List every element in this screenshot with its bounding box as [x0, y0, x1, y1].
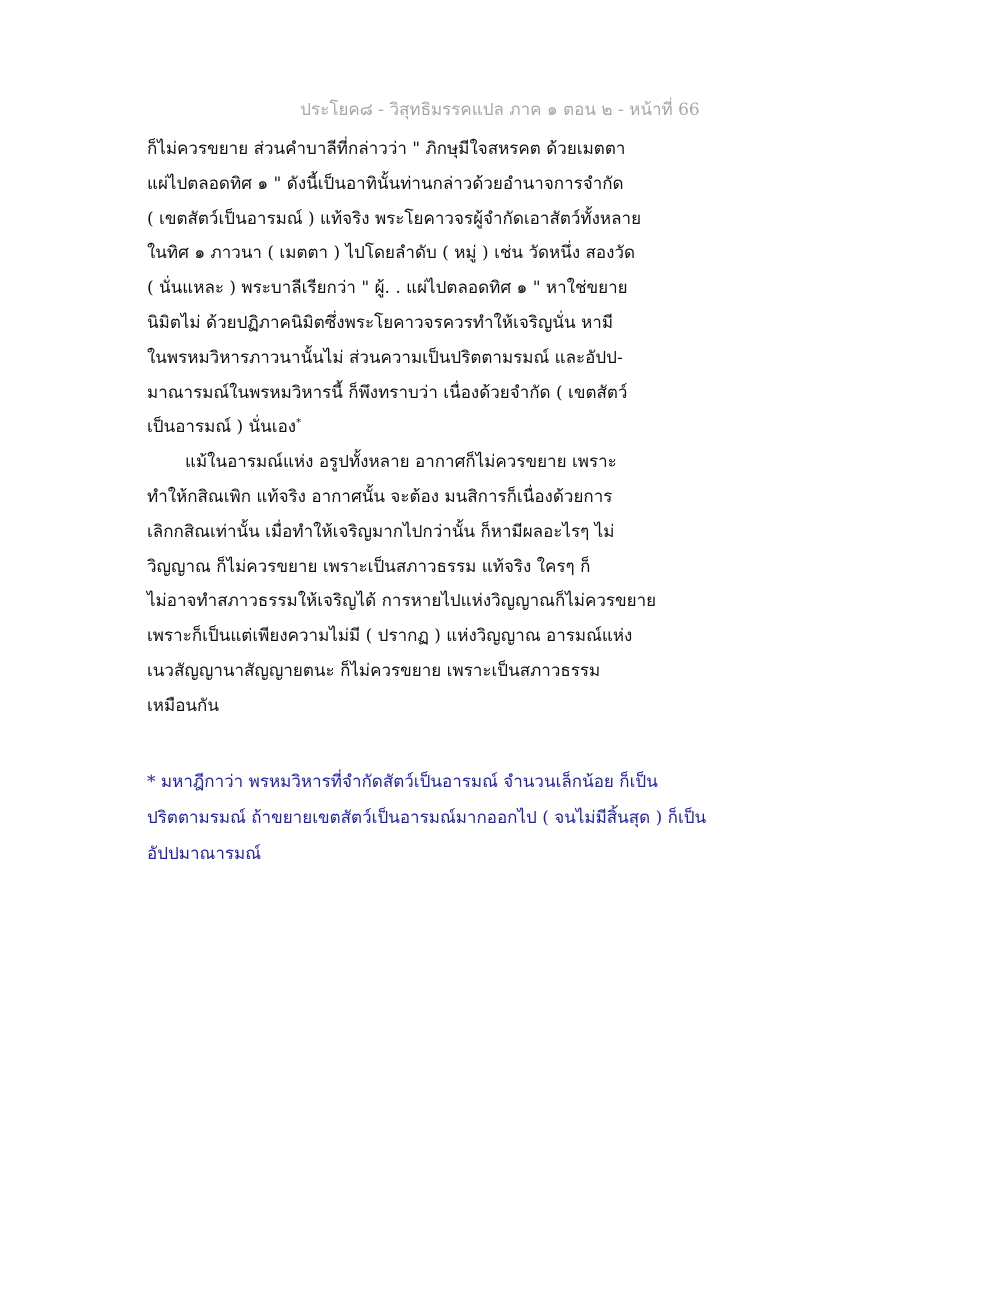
body-line-text: เป็นอารมณ์ ) นั่นเอง — [147, 417, 297, 438]
page-header: ประโยค๘ - วิสุทธิมรรคแปล ภาค ๑ ตอน ๒ - หน้าที่ 66 — [300, 100, 700, 120]
body-line: ในพรหมวิหารภาวนานั้นไม่ ส่วนความเป็นปริตตามรมณ์ และอัปป- — [147, 347, 623, 368]
body-line: แผ่ไปตลอดทิศ ๑ " ดังนี้เป็นอาทินั้นท่านกล่าวด้วยอำนาจการจำกัด — [147, 173, 624, 194]
body-line: ( นั่นแหละ ) พระบาลีเรียกว่า " ผู้. . แผ่ไปตลอดทิศ ๑ " หาใช่ขยาย — [147, 278, 628, 299]
footnote — [147, 764, 727, 872]
body-line: เนวสัญญานาสัญญายตนะ ก็ไม่ควรขยาย เพราะเป็นสภาวธรรม — [147, 660, 601, 681]
body-line: ทำให้กสิณเพิก แท้จริง อากาศนั้น จะต้อง มนสิการก็เนื่องด้วยการ — [147, 486, 613, 507]
footnote-line: อัปปมาณารมณ์ — [147, 844, 261, 864]
body-line-with-footnote-ref — [147, 410, 707, 445]
body-line: ในทิศ ๑ ภาวนา ( เมตตา ) ไปโดยลำดับ ( หมู่ ) เช่น วัดหนึ่ง สองวัด — [147, 243, 636, 264]
body-line: ก็ไม่ควรขยาย ส่วนคำบาลีที่กล่าวว่า " ภิกษุมีใจสหรคต ด้วยเมตตา — [147, 139, 626, 159]
footnote-line: * มหาฎีกาว่า พรหมวิหารที่จำกัดสัตว์เป็นอารมณ์ จำนวนเล็กน้อย ก็เป็น — [147, 772, 658, 792]
body-text — [147, 132, 707, 724]
body-line: วิญญาณ ก็ไม่ควรขยาย เพราะเป็นสภาวธรรม แท้จริง ใครๆ ก็ — [147, 556, 591, 577]
body-line: เลิกกสิณเท่านั้น เมื่อทำให้เจริญมากไปกว่านั้น ก็หามีผลอะไรๆ ไม่ — [147, 521, 615, 542]
footnote-line: ปริตตามรมณ์ ถ้าขยายเขตสัตว์เป็นอารมณ์มากออกไป ( จนไม่มีสิ้นสุด ) ก็เป็น — [147, 808, 707, 828]
footnote-reference-marker: * — [296, 417, 302, 429]
body-line: ไม่อาจทำสภาวธรรมให้เจริญได้ การหายไปแห่งวิญญาณก็ไม่ควรขยาย — [147, 591, 657, 612]
body-line: นิมิตไม่ ด้วยปฏิภาคนิมิตซึ่งพระโยคาวจรควรทำให้เจริญนั่น หามี — [147, 312, 614, 333]
body-line: มาณารมณ์ในพรหมวิหารนี้ ก็พึงทราบว่า เนื่องด้วยจำกัด ( เขตสัตว์ — [147, 382, 628, 403]
body-line: เพราะก็เป็นแต่เพียงความไม่มี ( ปรากฏ ) แห่งวิญญาณ อารมณ์แห่ง — [147, 626, 633, 647]
body-line: เหมือนกัน — [147, 695, 219, 716]
body-line: ( เขตสัตว์เป็นอารมณ์ ) แท้จริง พระโยคาวจรผู้จำกัดเอาสัตว์ทั้งหลาย — [147, 208, 642, 229]
paragraph-2-first-line: แม้ในอารมณ์แห่ง อรูปทั้งหลาย อากาศก็ไม่ควรขยาย เพราะ — [185, 452, 617, 473]
